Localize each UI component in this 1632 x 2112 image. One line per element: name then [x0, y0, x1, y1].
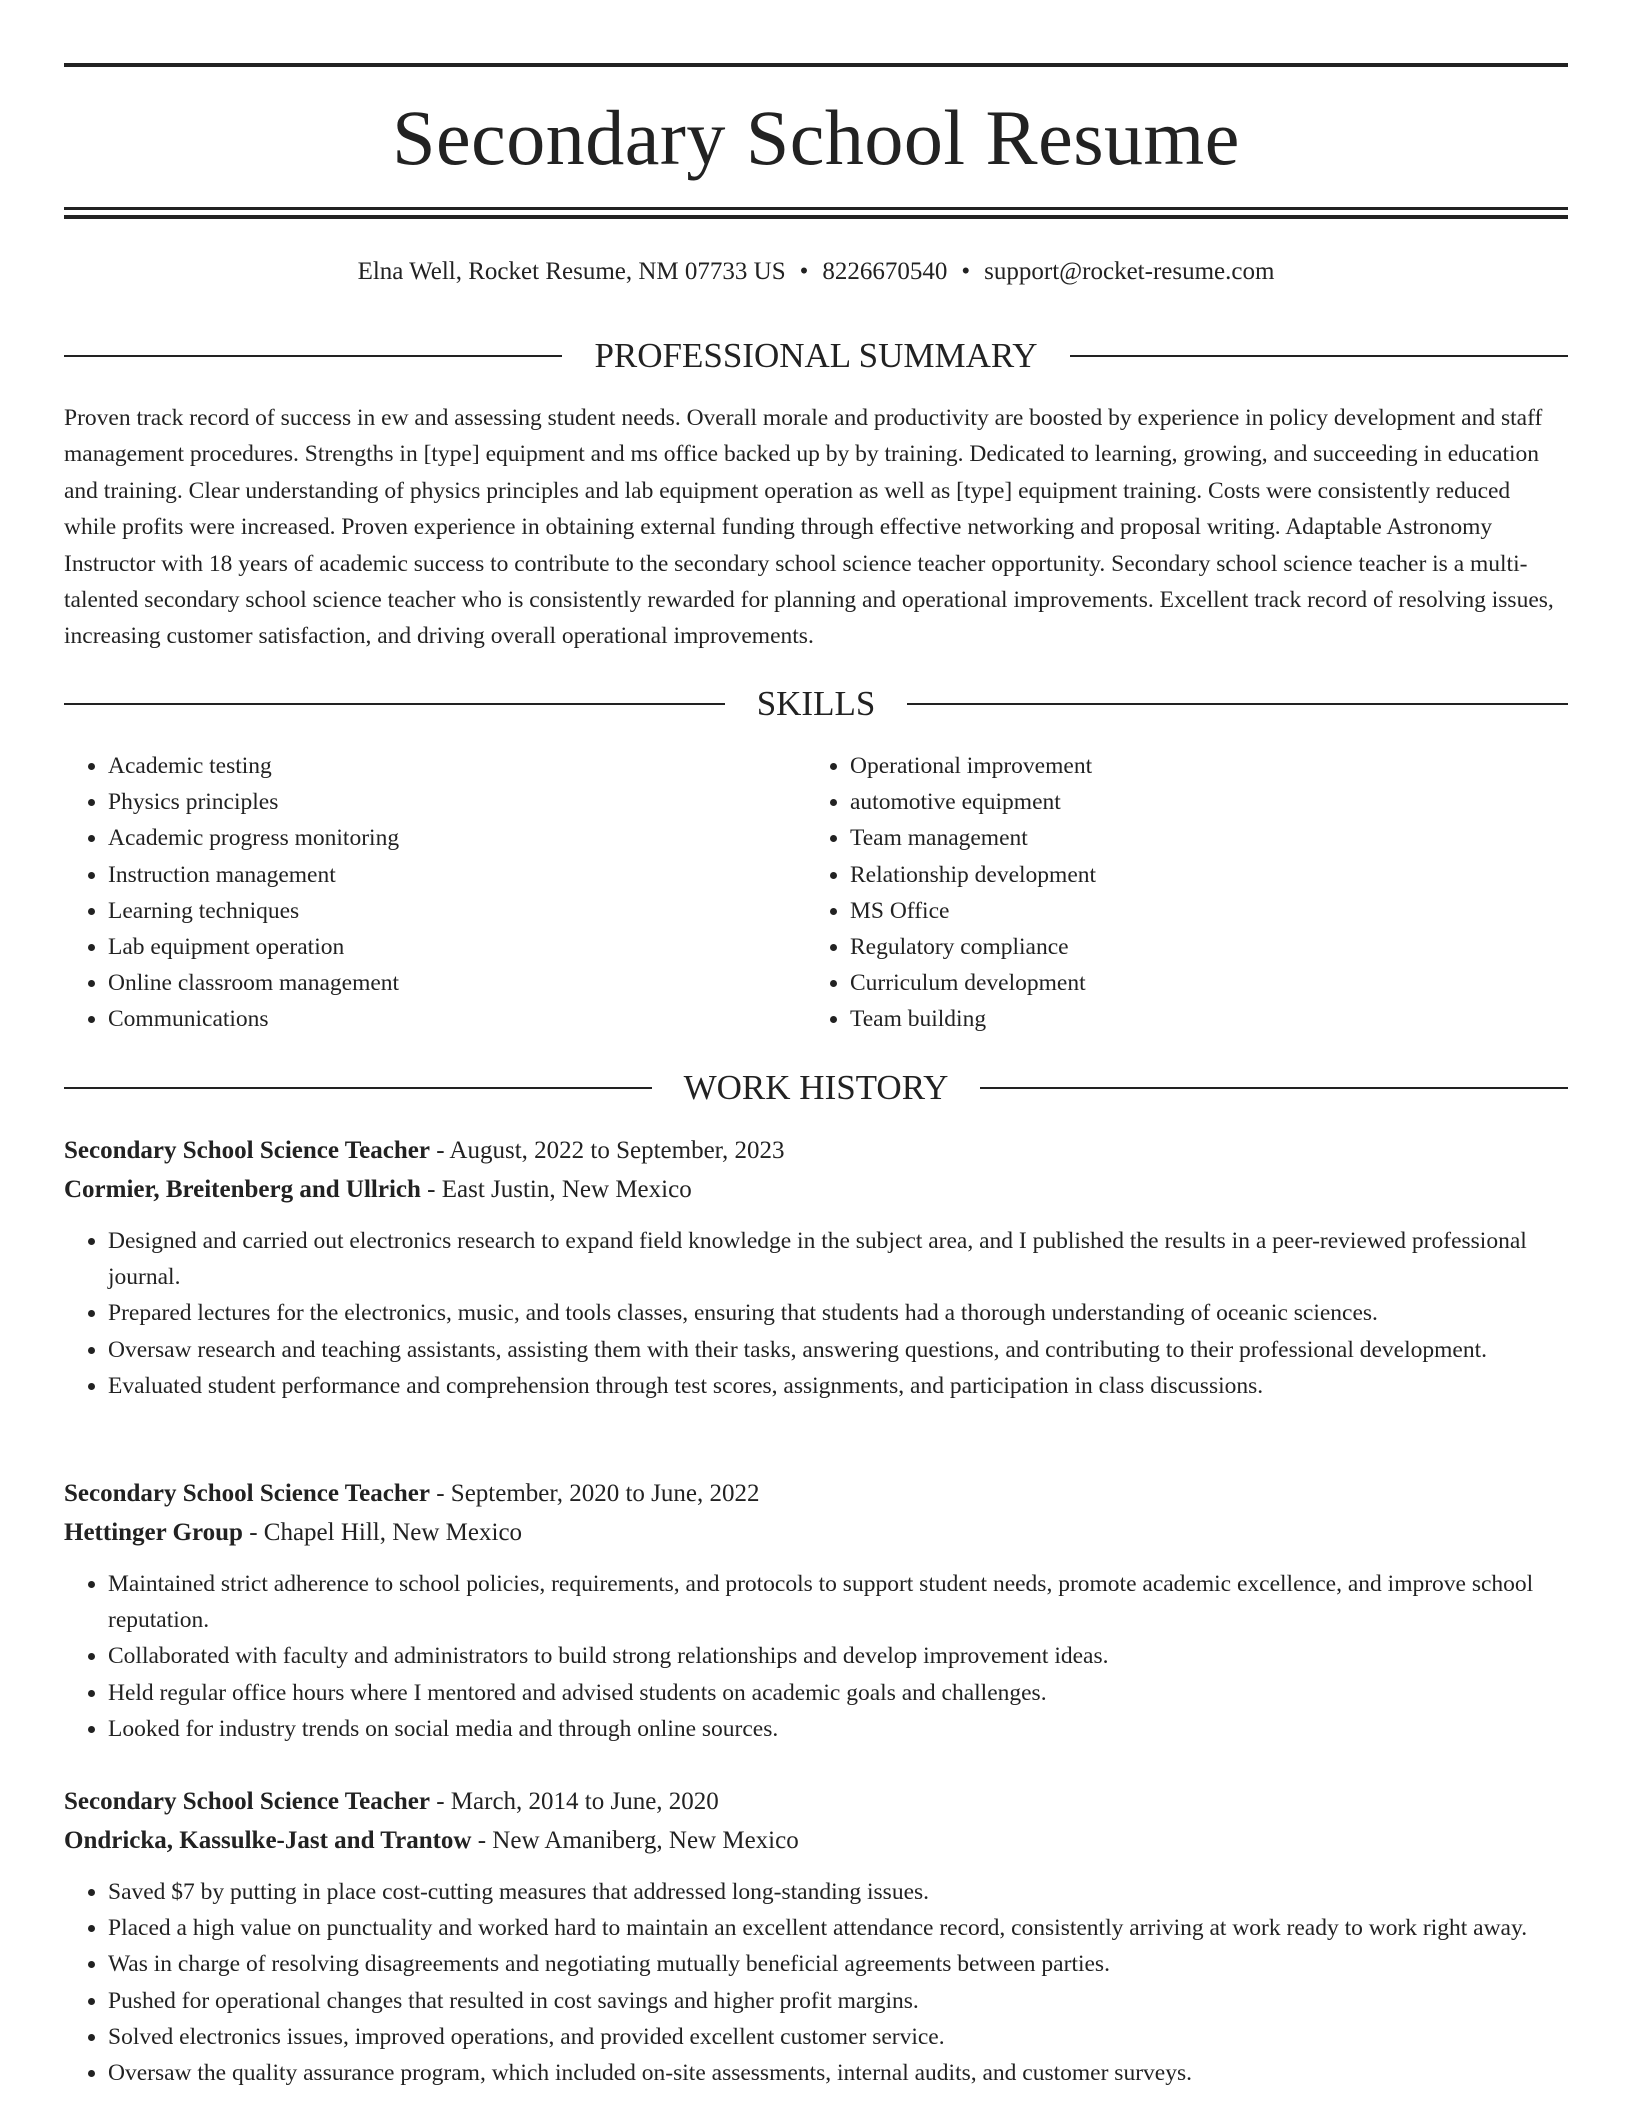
job-bullet: • Held regular office hours where I mentored and advised students on academic goals and challenges. [108, 1675, 1568, 1711]
job-bullets [64, 1566, 1568, 1747]
skill-item: • MS Office [850, 893, 1506, 929]
job-title: Secondary School Science Teacher [64, 1788, 430, 1815]
skill-item: • Team building [850, 1001, 1506, 1037]
job-bullet: • Placed a high value on punctuality and worked hard to maintain an excellent attendance record, consistently arriving at work ready to work right away. [108, 1910, 1568, 1946]
skill-item: • Relationship development [850, 857, 1506, 893]
skills-section-heading [64, 684, 1568, 724]
skill-item: • Team management [850, 820, 1506, 856]
contact-phone: 8226670540 [822, 258, 948, 285]
job-bullet: • Collaborated with faculty and administrators to build strong relationships and develop improvement ideas. [108, 1638, 1568, 1674]
job-bullets [64, 1223, 1568, 1404]
skill-item: • Physics principles [108, 784, 764, 820]
heading-rule-left [64, 703, 725, 705]
job-company: Hettinger Group [64, 1519, 243, 1546]
job-entry [64, 1131, 1568, 1404]
contact-separator: • [799, 258, 809, 285]
job-title-line [64, 1782, 1568, 1821]
job-bullet: • Was in charge of resolving disagreements and negotiating mutually beneficial agreements between parties. [108, 1946, 1568, 1982]
job-bullet: • Solved electronics issues, improved operations, and provided excellent customer service. [108, 2019, 1568, 2055]
skills-column-right [806, 748, 1506, 1038]
work-history-section-heading [64, 1068, 1568, 1108]
job-location: - East Justin, New Mexico [420, 1176, 692, 1203]
skill-item: • Academic progress monitoring [108, 820, 764, 856]
job-dates: - August, 2022 to September, 2023 [429, 1137, 785, 1164]
job-company-line [64, 1170, 1568, 1209]
job-title-line [64, 1131, 1568, 1170]
job-dates: - March, 2014 to June, 2020 [429, 1788, 719, 1815]
summary-heading-label: PROFESSIONAL SUMMARY [594, 336, 1038, 375]
job-bullet: • Looked for industry trends on social media and through online sources. [108, 1711, 1568, 1747]
contact-address: Elna Well, Rocket Resume, NM 07733 US [357, 258, 786, 285]
work-history-heading-label: WORK HISTORY [683, 1068, 949, 1107]
job-bullet: • Evaluated student performance and comprehension through test scores, assignments, and participation in class discussions. [108, 1368, 1568, 1404]
job-title: Secondary School Science Teacher [64, 1480, 430, 1507]
contact-separator: • [961, 258, 971, 285]
job-bullet: • Pushed for operational changes that resulted in cost savings and higher profit margins. [108, 1983, 1568, 2019]
job-bullets [64, 1874, 1568, 2091]
skill-item: • Online classroom management [108, 965, 764, 1001]
page-title: Secondary School Resume [392, 94, 1240, 181]
job-title: Secondary School Science Teacher [64, 1137, 430, 1164]
heading-rule-right [907, 703, 1568, 705]
summary-section-heading [64, 336, 1568, 376]
skill-item: • Regulatory compliance [850, 929, 1506, 965]
job-bullet: • Saved $7 by putting in place cost-cutting measures that addressed long-standing issues. [108, 1874, 1568, 1910]
skills-column-left [64, 748, 764, 1038]
skill-item: • Academic testing [108, 748, 764, 784]
skill-item: • Learning techniques [108, 893, 764, 929]
skill-item: • Operational improvement [850, 748, 1506, 784]
skill-item: • Instruction management [108, 857, 764, 893]
job-location: - Chapel Hill, New Mexico [242, 1519, 523, 1546]
contact-email: support@rocket-resume.com [984, 258, 1275, 285]
professional-summary: Proven track record of success in ew and assessing student needs. Overall morale and productivity are boosted by experience in policy development and staff management procedures. Strengths in [type] equipment and ms office backed up by by training. Dedicated to learning, growing, and succeeding in education and training. Clear understanding of physics principles and lab equipment operation as well as [type] equipment training. Costs were consistently reduced while profits were increased. Proven experience in obtaining external funding through effective networking and proposal writing. Adaptable Astronomy Instructor with 18 years of academic success to contribute to the secondary school science teacher opportunity. Secondary school science teacher is a multi-talented secondary school science teacher who is consistently rewarded for planning and operational improvements. Excellent track record of resolving issues, increasing customer satisfaction, and driving overall operational improvements. [64, 405, 1554, 650]
job-location: - New Amaniberg, New Mexico [471, 1827, 799, 1854]
job-entry [64, 1474, 1568, 1747]
title-rule-lower [64, 215, 1568, 219]
contact-line [64, 252, 1568, 292]
heading-rule-right [1070, 355, 1568, 357]
job-title-line [64, 1474, 1568, 1513]
skill-item: • Curriculum development [850, 965, 1506, 1001]
job-dates: - September, 2020 to June, 2022 [429, 1480, 760, 1507]
heading-rule-right [980, 1087, 1568, 1089]
job-company-line [64, 1821, 1568, 1860]
skill-item: • Communications [108, 1001, 764, 1037]
skill-item: • Lab equipment operation [108, 929, 764, 965]
job-company: Ondricka, Kassulke-Jast and Trantow [64, 1827, 472, 1854]
top-rule [64, 63, 1568, 67]
job-company: Cormier, Breitenberg and Ullrich [64, 1176, 421, 1203]
job-bullet: • Oversaw the quality assurance program, which included on-site assessments, internal audits, and customer surveys. [108, 2055, 1568, 2091]
job-company-line [64, 1513, 1568, 1552]
skills-heading-label: SKILLS [756, 684, 876, 723]
job-entry [64, 1782, 1568, 2091]
heading-rule-left [64, 355, 562, 357]
heading-rule-left [64, 1087, 652, 1089]
job-bullet: • Oversaw research and teaching assistants, assisting them with their tasks, answering questions, and contributing to their professional development. [108, 1332, 1568, 1368]
job-bullet: • Prepared lectures for the electronics, music, and tools classes, ensuring that students had a thorough understanding of oceanic sciences. [108, 1295, 1568, 1331]
skill-item: • automotive equipment [850, 784, 1506, 820]
job-bullet: • Designed and carried out electronics research to expand field knowledge in the subject area, and I published the results in a peer-reviewed professional journal. [108, 1223, 1568, 1295]
title-rule-upper [64, 207, 1568, 210]
job-bullet: • Maintained strict adherence to school policies, requirements, and protocols to support student needs, promote academic excellence, and improve school reputation. [108, 1566, 1568, 1638]
